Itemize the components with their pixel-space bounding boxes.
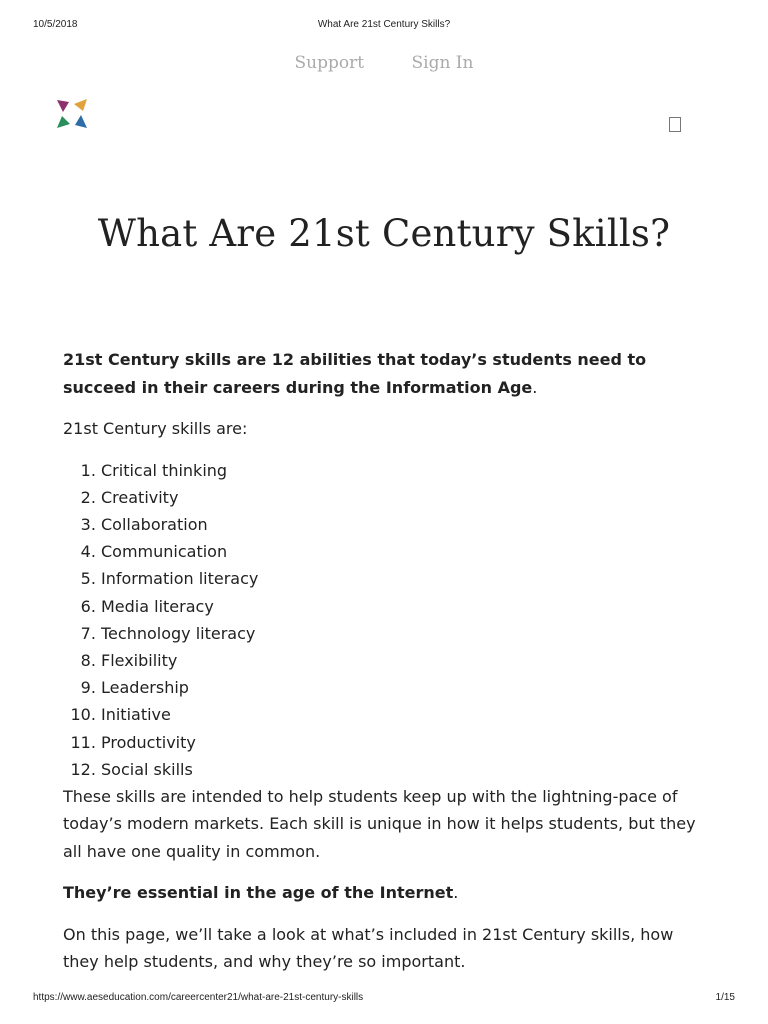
list-item: 7. Technology literacy [101,620,713,647]
support-link[interactable]: Support [294,53,365,73]
lead-paragraph [63,346,713,401]
overview-paragraph: On this page, we’ll take a look at what’s included in 21st Century skills, how they help students, and why they’re so important. [63,924,674,972]
lead-end: . [532,377,538,397]
list-item: 8. Flexibility [101,647,713,674]
list-item: 6. Media literacy [101,593,713,620]
skills-intro: 21st Century skills are: [63,419,248,438]
print-footer-url: https://www.aeseducation.com/careercenter21/what-are-21st-century-skills [33,992,364,1003]
list-item: 4. Communication [101,538,713,565]
menu-icon[interactable] [669,117,681,132]
lead-bold-text: 21st Century skills are 12 abilities that today’s students need to succeed in their careers during the Information Age [63,350,647,397]
print-header-title: What Are 21st Century Skills? [317,19,451,30]
article-content [63,346,713,976]
sign-in-link[interactable]: Sign In [411,53,474,73]
list-item: 10. Initiative [101,701,713,728]
essential-bold-text: They’re essential in the age of the Internet [63,883,454,903]
list-item: 5. Information literacy [101,565,713,592]
skills-list [63,457,713,783]
list-item: 12. Social skills [101,756,713,783]
print-footer-page: 1/15 [715,992,735,1003]
list-item: 2. Creativity [101,484,713,511]
essential-paragraph [63,879,713,907]
page-title: What Are 21st Century Skills? [97,212,671,255]
list-item: 1. Critical thinking [101,457,713,484]
list-item: 11. Productivity [101,729,713,756]
list-item: 3. Collaboration [101,511,713,538]
list-item: 9. Leadership [101,674,713,701]
top-nav [0,53,768,73]
aes-logo-icon[interactable] [56,98,88,130]
print-header-date: 10/5/2018 [33,19,78,30]
skills-purpose-paragraph: These skills are intended to help students keep up with the lightning-pace of today’s modern markets. Each skill is unique in how it helps students, but they all have one quality in common. [63,786,696,861]
essential-end: . [453,883,459,903]
